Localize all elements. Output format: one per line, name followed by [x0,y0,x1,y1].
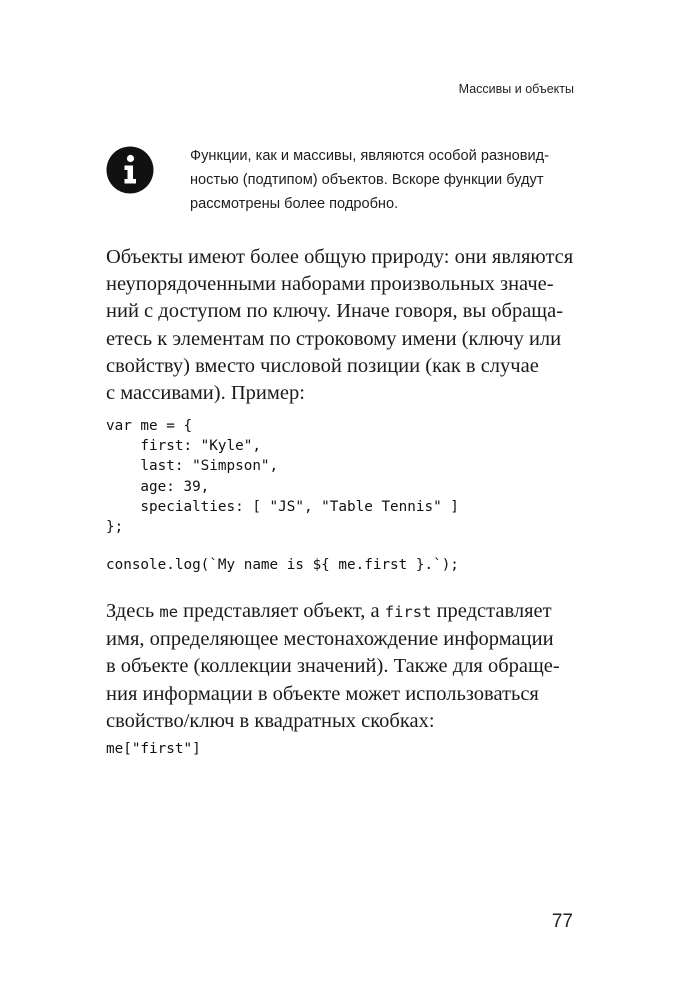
note-line: Функции, как и массивы, являются особой разновид- [190,148,550,164]
paragraph-line: в объекте (коллекции значений). Также для обраще- [106,655,560,678]
inline-code: me [159,603,179,621]
paragraph-explanation [106,598,576,735]
paragraph-line: етесь к элементам по строковому имени (ключу или [106,327,562,350]
code-line: age: 39, [106,478,210,495]
text-run: Здесь [106,600,160,622]
text-run: представляет объект, а [178,600,385,622]
paragraph-objects [106,244,576,407]
info-note [106,142,576,212]
note-line: ностью (подтипом) объектов. Вскоре функции будут [190,172,544,188]
inline-code: first [384,603,432,621]
code-line: last: "Simpson", [106,458,279,475]
paragraph-line: ний с доступом по ключу. Иначе говоря, вы обраща- [106,300,564,323]
code-line: me["first"] [106,741,201,757]
code-line: }; [106,519,124,536]
note-line: рассмотрены более подробно. [190,196,399,212]
code-block-console [106,555,459,575]
paragraph-line [106,598,576,626]
paragraph-line: свойство/ключ в квадратных скобках: [106,709,435,732]
note-text [190,144,580,216]
paragraph-line: ния информации в объекте может использоваться [106,682,539,705]
paragraph-line: имя, определяющее местонахождение информации [106,628,554,651]
code-block-bracket-access [106,739,201,759]
code-block-object [106,416,459,537]
text-run: представляет [431,600,552,622]
running-header: Массивы и объекты [458,82,574,96]
paragraph-line: свойству) вместо числовой позиции (как в случае [106,354,539,377]
page-number: 77 [551,911,573,932]
paragraph-line: неупорядоченными наборами произвольных значе- [106,273,554,296]
code-line: first: "Kyle", [106,438,261,455]
paragraph-line: Объекты имеют более общую природу: они являются [106,246,574,268]
code-line: console.log(`My name is ${ me.first }.`); [106,557,459,573]
paragraph-line: с массивами). Пример: [106,382,305,405]
code-line: var me = { [106,418,193,434]
code-line: specialties: [ "JS", "Table Tennis" ] [106,498,459,515]
info-icon [106,146,154,194]
